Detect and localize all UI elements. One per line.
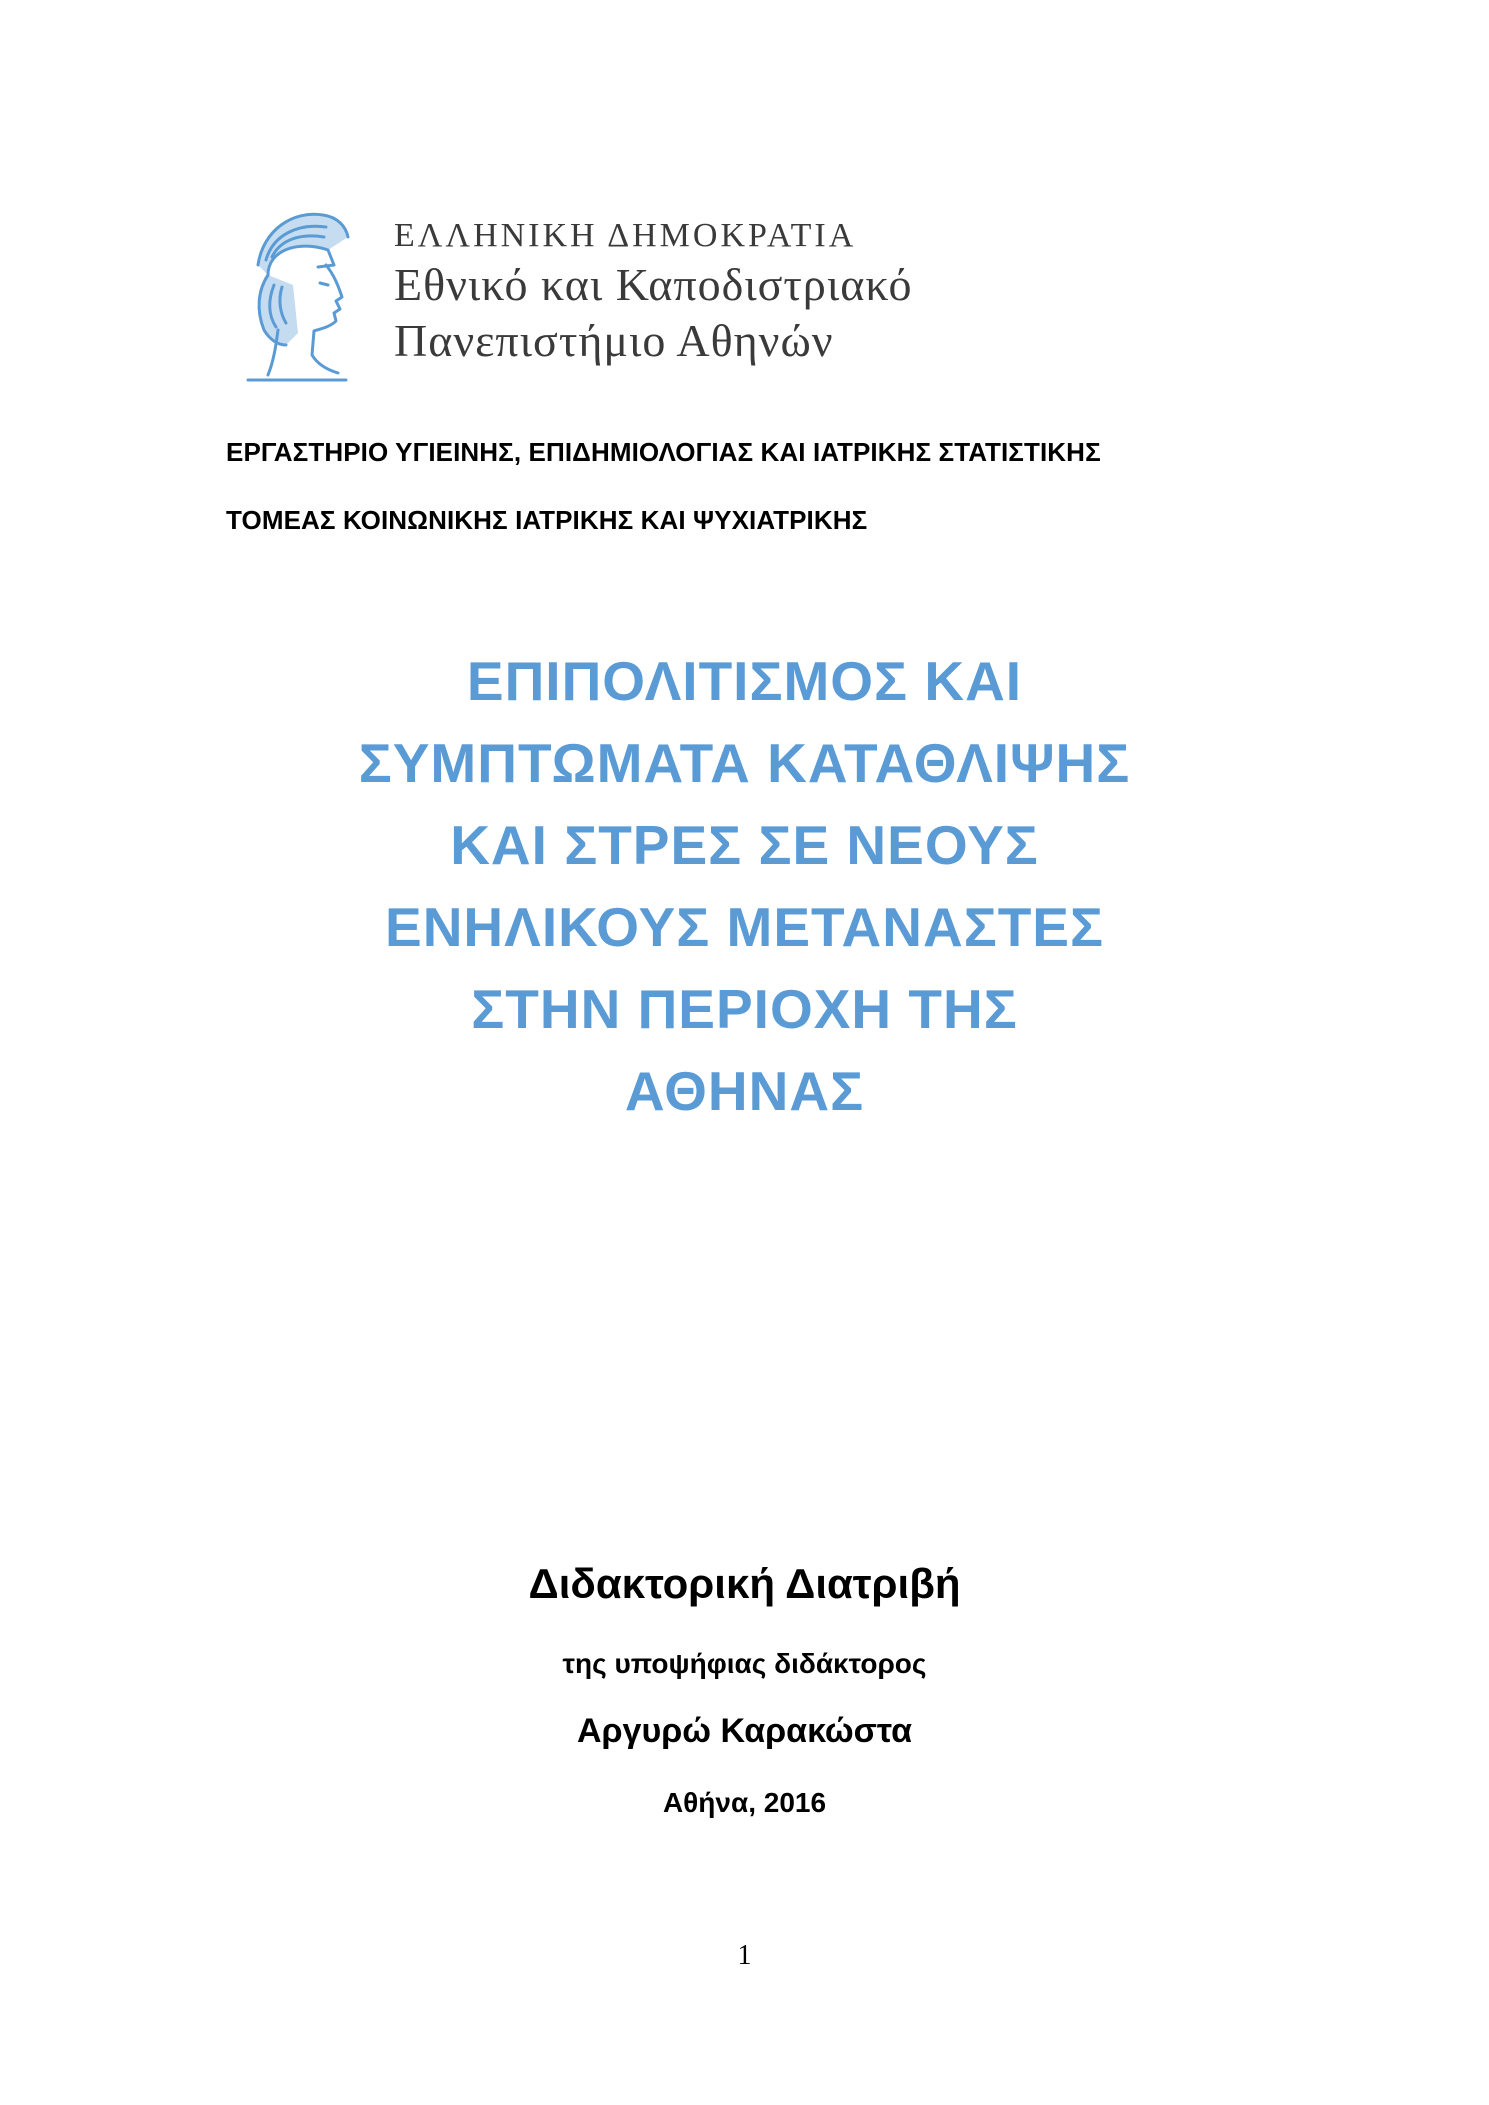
university-name-line1: Εθνικό και Καποδιστριακό — [394, 259, 913, 310]
title-line: ΣΥΜΠΤΩΜΑΤΑ ΚΑΤΑΘΛΙΨΗΣ — [358, 732, 1131, 794]
sector-name: ΤΟΜΕΑΣ ΚΟΙΝΩΝΙΚΗΣ ΙΑΤΡΙΚΗΣ ΚΑΙ ΨΥΧΙΑΤΡΙΚΗΣ — [226, 505, 868, 535]
title-line: ΚΑΙ ΣΤΡΕΣ ΣΕ ΝΕΟΥΣ — [450, 814, 1039, 876]
country-name: ΕΛΛΗΝΙΚΗ ΔΗΜΟΚΡΑΤΙΑ — [394, 217, 857, 254]
laboratory-name: ΕΡΓΑΣΤΗΡΙΟ ΥΓΙΕΙΝΗΣ, ΕΠΙΔΗΜΙΟΛΟΓΙΑΣ ΚΑΙ ΙΑΤΡΙΚΗΣ ΣΤΑΤΙΣΤΙΚΗΣ — [226, 437, 1101, 467]
page-number: 1 — [737, 1940, 752, 1971]
place-date: Αθήνα, 2016 — [662, 1787, 827, 1818]
title-line: ΕΝΗΛΙΚΟΥΣ ΜΕΤΑΝΑΣΤΕΣ — [385, 896, 1104, 958]
candidate-description: της υποψήφιας διδάκτορος — [562, 1648, 927, 1679]
athena-head-emblem-icon — [238, 205, 356, 385]
thesis-type: Διδακτορική Διατριβή — [528, 1560, 961, 1607]
title-line: ΣΤΗΝ ΠΕΡΙΟΧΗ ΤΗΣ — [471, 978, 1018, 1040]
title-line: ΑΘΗΝΑΣ — [624, 1060, 865, 1122]
university-name — [394, 215, 913, 369]
thesis-title — [0, 640, 1489, 1132]
title-line: ΕΠΙΠΟΛΙΤΙΣΜΟΣ ΚΑΙ — [466, 650, 1023, 712]
university-name-line2: Πανεπιστήμιο Αθηνών — [394, 315, 834, 366]
candidate-name: Αργυρώ Καρακώστα — [576, 1712, 913, 1750]
university-logo — [238, 205, 1038, 390]
